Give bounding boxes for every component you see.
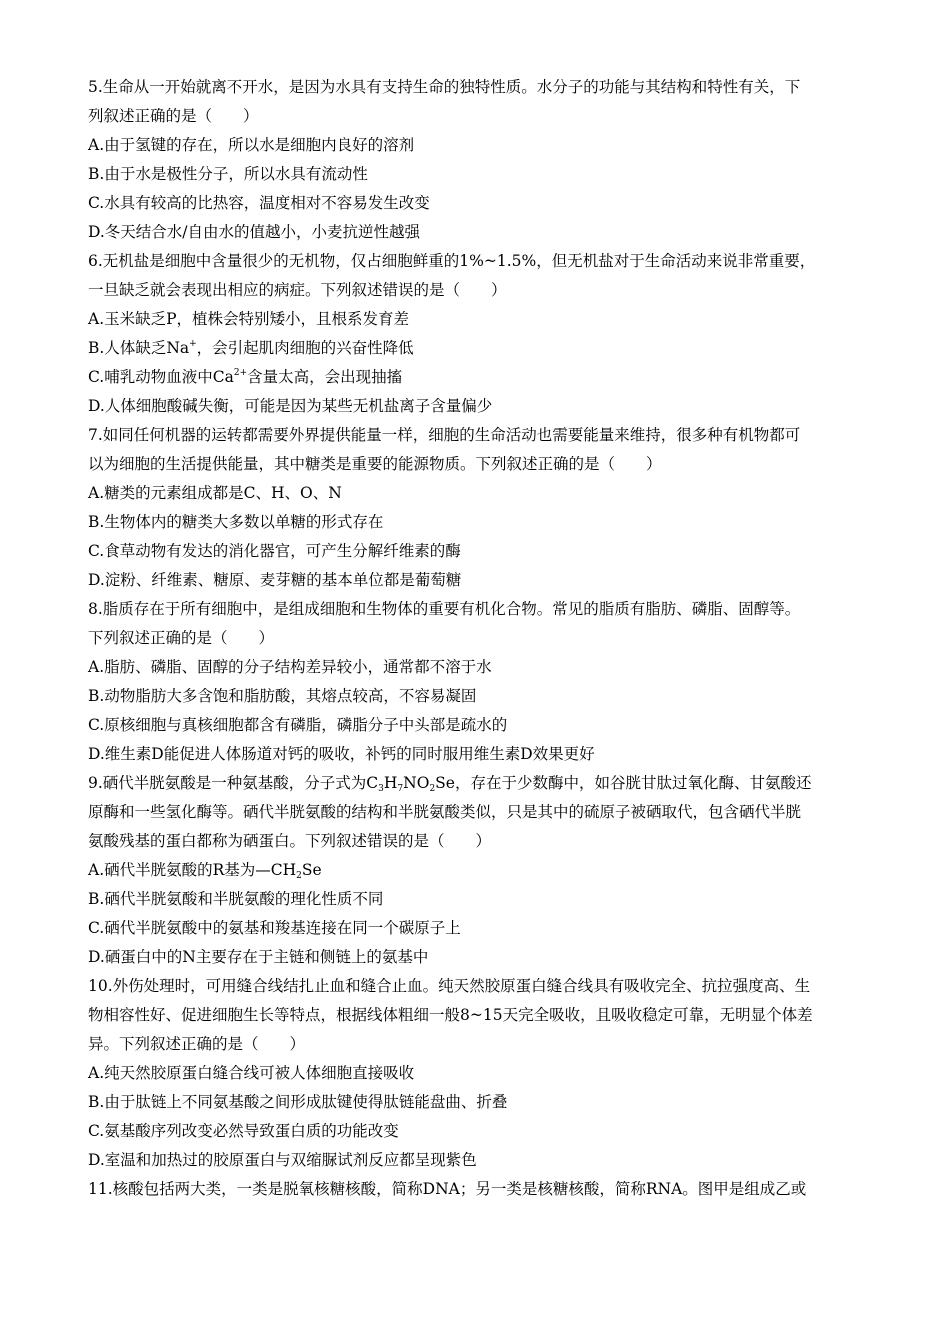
option-d: D.维生素D能促进人体肠道对钙的吸收，补钙的同时服用维生素D效果更好 [88,745,595,763]
question-5 [88,73,868,247]
formula-subscript: 3 [378,784,384,794]
option-c: C.硒代半胱氨酸中的氨基和羧基连接在同一个碳原子上 [88,919,461,937]
question-stem: 6.无机盐是细胞中含量很少的无机物，仅占细胞鲜重的1%~1.5%，但无机盐对于生命活动来说非常重要， [88,252,816,270]
option-c: C.水具有较高的比热容，温度相对不容易发生改变 [88,194,430,212]
question-stem: 下列叙述正确的是（ ） [88,629,275,647]
option-c [88,363,868,392]
question-stem [88,769,868,798]
question-stem: 物相容性好、促进细胞生长等特点，根据线体粗细一般8~15天完全吸收，且吸收稳定可靠，无明显个体差 [88,1006,813,1024]
option-text: C.哺乳动物血液中Ca [88,368,234,386]
option-text: B.人体缺乏Na [88,339,190,357]
option-b: B.由于水是极性分子，所以水具有流动性 [88,165,368,183]
stem-text: Se，存在于少数酶中，如谷胱甘肽过氧化酶、甘氨酸还 [435,774,812,792]
option-text: Se [301,861,322,879]
question-stem: 原酶和一些氢化酶等。硒代半胱氨酸的结构和半胱氨酸类似，只是其中的硫原子被硒取代，包含硒代半胱 [88,803,802,821]
option-d: D.冬天结合水/自由水的值越小，小麦抗逆性越强 [88,223,421,241]
option-c: C.食草动物有发达的消化器官，可产生分解纤维素的酶 [88,542,461,560]
option-b: B.生物体内的糖类大多数以单糖的形式存在 [88,513,384,531]
stem-text: 9.硒代半胱氨酸是一种氨基酸，分子式为C [88,774,379,792]
formula-subscript: 2 [296,871,302,881]
formula-subscript: 7 [397,784,404,794]
question-stem: 10.外伤处理时，可用缝合线结扎止血和缝合止血。纯天然胶原蛋白缝合线具有吸收完全、抗拉强度高、生 [88,977,811,995]
option-text: A.硒代半胱氨酸的R基为—CH [88,861,297,879]
option-a: A.由于氢键的存在，所以水是细胞内良好的溶剂 [88,136,415,154]
option-a: A.纯天然胶原蛋白缝合线可被人体细胞直接吸收 [88,1064,415,1082]
option-a: A.脂肪、磷脂、固醇的分子结构差异较小，通常都不溶于水 [88,658,492,676]
option-c: C.氨基酸序列改变必然导致蛋白质的功能改变 [88,1122,399,1140]
question-stem: 列叙述正确的是（ ） [88,107,259,125]
question-7 [88,421,868,595]
question-11 [88,1175,868,1204]
option-text: ，会引起肌肉细胞的兴奋性降低 [196,339,414,357]
question-stem: 5.生命从一开始就离不开水，是因为水具有支持生命的独特性质。水分子的功能与其结构和特性有关，下 [88,78,801,96]
question-stem: 氨酸残基的蛋白都称为硒蛋白。下列叙述错误的是（ ） [88,832,492,850]
option-d: D.人体细胞酸碱失衡，可能是因为某些无机盐离子含量偏少 [88,397,493,415]
option-a: A.玉米缺乏P，植株会特别矮小，且根系发育差 [88,310,410,328]
option-b: B.由于肽链上不同氨基酸之间形成肽键使得肽链能盘曲、折叠 [88,1093,508,1111]
option-b: B.硒代半胱氨酸和半胱氨酸的理化性质不同 [88,890,384,908]
question-8 [88,595,868,769]
ion-charge: 2+ [233,368,248,378]
option-a: A.糖类的元素组成都是C、H、O、N [88,484,342,502]
option-b: B.动物脂肪大多含饱和脂肪酸，其熔点较高，不容易凝固 [88,687,477,705]
option-a [88,856,868,885]
formula-subscript: 2 [429,784,436,794]
option-c: C.原核细胞与真核细胞都含有磷脂，磷脂分子中头部是疏水的 [88,716,508,734]
option-b [88,334,868,363]
question-10 [88,972,868,1175]
question-stem: 7.如同任何机器的运转都需要外界提供能量一样，细胞的生命活动也需要能量来维持，很多种有机物都可 [88,426,801,444]
stem-text: H [383,774,398,792]
question-stem: 11.核酸包括两大类，一类是脱氧核糖核酸，简称DNA；另一类是核糖核酸，简称RNA。图甲是组成乙或 [88,1180,807,1198]
question-stem: 异。下列叙述正确的是（ ） [88,1035,306,1053]
ion-charge: + [189,339,197,349]
question-6 [88,247,868,421]
document-page [88,73,868,1204]
option-d: D.淀粉、纤维素、糖原、麦芽糖的基本单位都是葡萄糖 [88,571,462,589]
question-stem: 8.脂质存在于所有细胞中，是组成细胞和生物体的重要有机化合物。常见的脂质有脂肪、磷脂、固醇等。 [88,600,801,618]
question-stem: 以为细胞的生活提供能量，其中糖类是重要的能源物质。下列叙述正确的是（ ） [88,455,662,473]
option-text: 含量太高，会出现抽搐 [247,368,403,386]
stem-text: NO [403,774,430,792]
question-stem: 一旦缺乏就会表现出相应的病症。下列叙述错误的是（ ） [88,281,507,299]
question-9 [88,769,868,972]
option-d: D.硒蛋白中的N主要存在于主链和侧链上的氨基中 [88,948,429,966]
option-d: D.室温和加热过的胶原蛋白与双缩脲试剂反应都呈现紫色 [88,1151,477,1169]
